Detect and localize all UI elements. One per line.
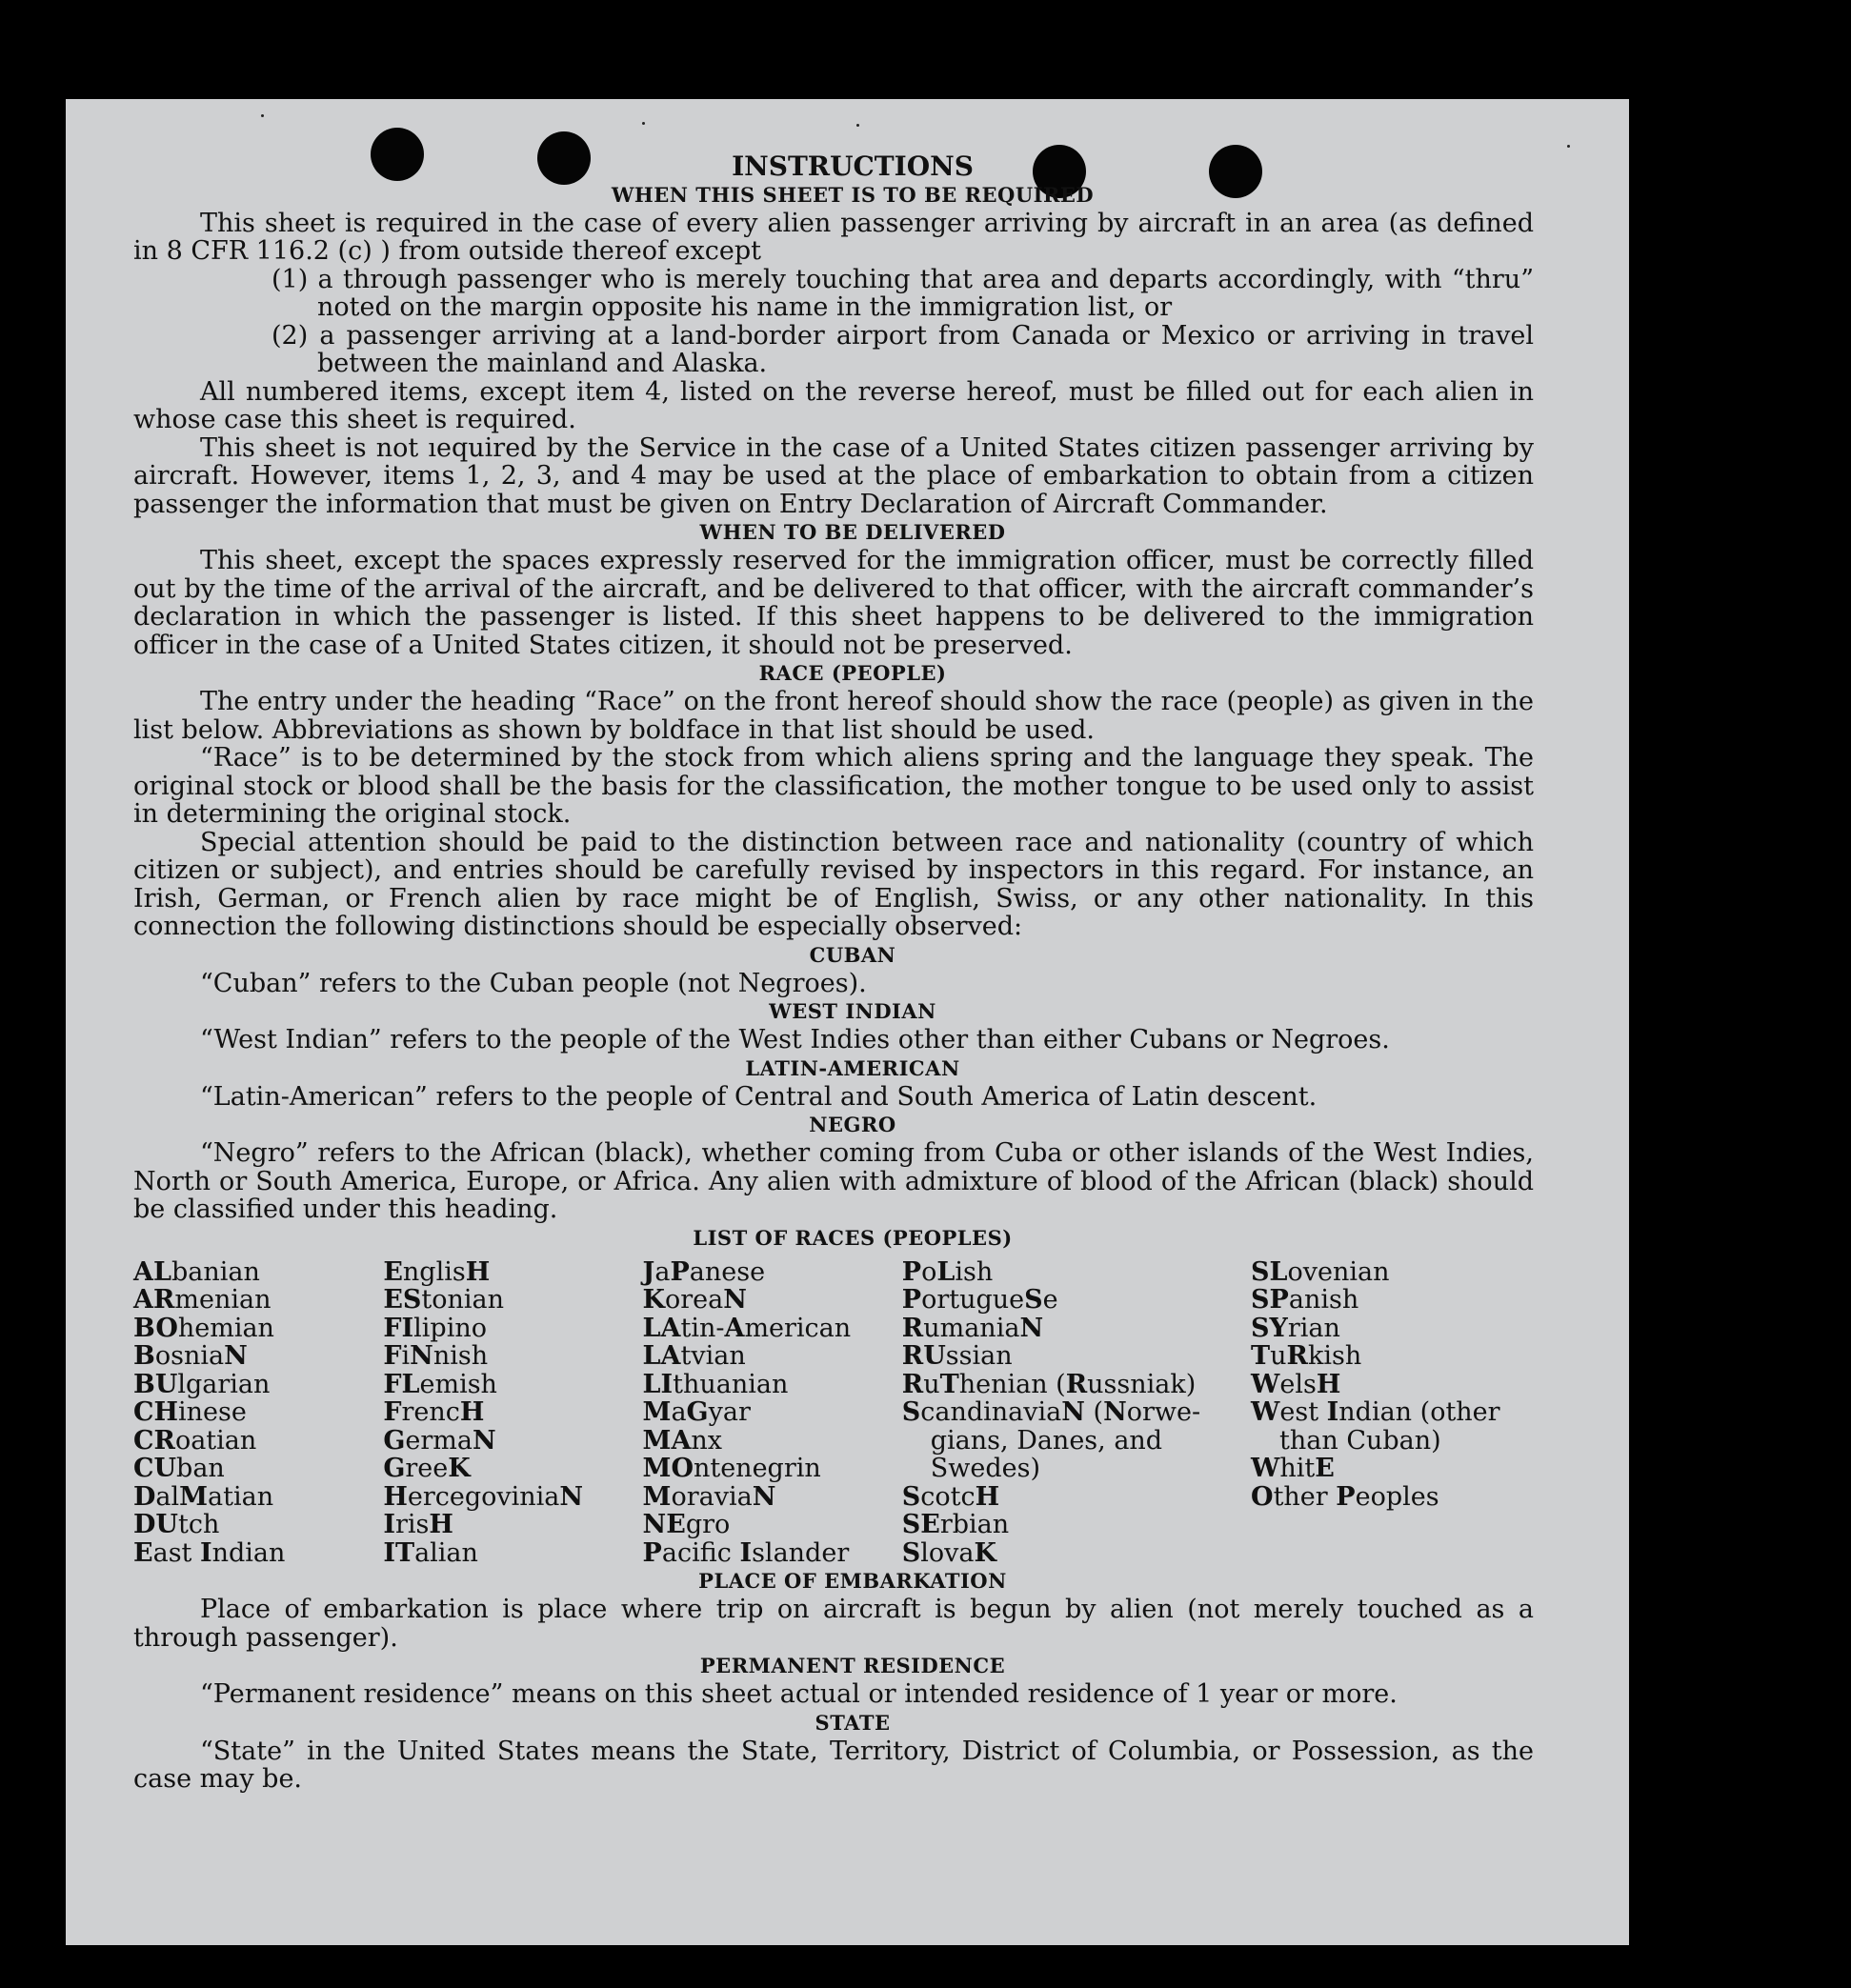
race-item: Other Peoples	[1251, 1481, 1439, 1512]
race-item: BOhemian	[133, 1313, 274, 1343]
race-item: Pacific Islander	[642, 1537, 850, 1568]
section-heading: CUBAN	[809, 942, 896, 967]
race-item: PoLish	[901, 1256, 994, 1287]
race-item: FrencH	[383, 1397, 485, 1427]
instructions-content	[133, 152, 1534, 1794]
race-item: CHinese	[133, 1397, 247, 1427]
section-heading: STATE	[815, 1710, 891, 1735]
section-heading: WEST INDIAN	[769, 999, 936, 1023]
race-item: FIlipino	[383, 1313, 487, 1343]
paragraph: “Race” is to be determined by the stock from which aliens spring and the language they speak. The original stock or blood shall be the basis for the classification, the mother tongue to be used only to assist in determining the original stock.	[133, 743, 1534, 829]
race-item: EStonian	[383, 1285, 505, 1315]
race-item: KoreaN	[642, 1285, 747, 1315]
race-item: SPanish	[1251, 1285, 1359, 1315]
paragraph: Place of embarkation is place where trip on aircraft is begun by alien (not merely touched as a through passenger).	[133, 1595, 1534, 1653]
list-item: (2) a passenger arriving at a land-border airport from Canada or Mexico or arriving in travel between the mainland and Alaska.	[272, 320, 1534, 378]
race-column	[643, 1258, 902, 1568]
race-item: ALbanian	[133, 1256, 260, 1287]
race-item: DalMatian	[133, 1481, 274, 1512]
race-item: LAtvian	[642, 1341, 746, 1371]
race-item: FiNnish	[383, 1341, 489, 1371]
race-item: EnglisH	[383, 1256, 491, 1287]
speck	[1567, 145, 1570, 148]
paragraph: “Negro” refers to the African (black), whether coming from Cuba or other islands of the West Indies, North or South America, Europe, or Africa. Any alien with admixture of blood of the African (black) should be classified under this heading.	[133, 1138, 1534, 1224]
race-item: SLovenian	[1251, 1256, 1390, 1287]
speck	[261, 114, 264, 117]
paragraph: “Permanent residence” means on this sheet actual or intended residence of 1 year or more.	[200, 1679, 1398, 1709]
race-item: RuThenian (Russniak)	[901, 1369, 1197, 1399]
race-item: BUlgarian	[133, 1369, 271, 1399]
race-item: IrisH	[383, 1510, 453, 1539]
race-item: JaPanese	[642, 1256, 766, 1287]
race-item: gians, Danes, and	[930, 1425, 1163, 1456]
race-item: MAnx	[642, 1425, 723, 1456]
race-item: MoraviaN	[642, 1481, 776, 1512]
race-column	[383, 1258, 642, 1568]
race-column	[902, 1258, 1251, 1568]
race-item: GreeK	[383, 1454, 471, 1483]
race-item: RumaniaN	[901, 1313, 1044, 1343]
race-item: DUtch	[133, 1510, 220, 1539]
race-item: MOntenegrin	[642, 1454, 821, 1483]
race-item: RUssian	[901, 1341, 1013, 1371]
race-item: CUban	[133, 1454, 225, 1483]
race-item: Swedes)	[930, 1454, 1041, 1483]
paragraph: The entry under the heading “Race” on the front hereof should show the race (people) as given in the list below. Abbreviations as shown by boldface in that list should be used.	[133, 687, 1534, 745]
section-heading: PERMANENT RESIDENCE	[699, 1654, 1006, 1677]
paragraph: Special attention should be paid to the distinction between race and nationality (country of which citizen or subject), and entries should be carefully revised by inspectors in this regard. For instance, an Irish, German, or French alien by race might be of English, Swiss, or any other nationality. In this connection the following distinctions should be especially observed:	[133, 827, 1534, 941]
race-item: SlovaK	[901, 1537, 996, 1568]
paragraph: “Cuban” refers to the Cuban people (not Negroes).	[200, 968, 867, 998]
race-item: LAtin-American	[642, 1313, 852, 1343]
section-heading: PLACE OF EMBARKATION	[698, 1569, 1007, 1593]
race-item: than Cuban)	[1279, 1425, 1441, 1456]
race-column	[133, 1258, 383, 1568]
paragraph: All numbered items, except item 4, listed on the reverse hereof, must be filled out for each alien in whose case this sheet is required.	[133, 376, 1534, 434]
speck	[642, 122, 645, 125]
race-item: West Indian (other	[1251, 1397, 1500, 1427]
race-item: SErbian	[901, 1510, 1010, 1539]
section-heading: NEGRO	[809, 1113, 896, 1136]
race-item: TuRkish	[1251, 1341, 1362, 1371]
race-column	[1251, 1258, 1534, 1568]
race-item: PortugueSe	[901, 1285, 1058, 1315]
race-item: FLemish	[383, 1369, 497, 1399]
list-item: (1) a through passenger who is merely touching that area and departs accordingly, with “thru” noted on the margin opposite his name in the immigration list, or	[272, 264, 1534, 322]
section-heading: LIST OF RACES (PEOPLES)	[693, 1225, 1013, 1250]
race-item: WhitE	[1251, 1454, 1335, 1483]
race-item: GermaN	[383, 1425, 496, 1456]
race-item: NEgro	[642, 1510, 731, 1539]
section-heading: WHEN THIS SHEET IS TO BE REQUIRED	[611, 182, 1095, 207]
paragraph: “West Indian” refers to the people of the West Indies other than either Cubans or Negroes.	[200, 1025, 1390, 1054]
section-heading: LATIN-AMERICAN	[745, 1055, 960, 1080]
paragraph: This sheet is required in the case of every alien passenger arriving by aircraft in an area (as defined in 8 CFR 116.2 (c) ) from outside thereof except	[133, 208, 1534, 266]
race-item: ScotcH	[901, 1481, 1000, 1512]
speck	[856, 124, 859, 127]
paragraph: This sheet is not ıequired by the Service in the case of a United States citizen passenger arriving by aircraft. However, items 1, 2, 3, and 4 may be used at the place of embarkation to obtain from a citizen passenger the information that must be given on Entry Declaration of Aircraft Commander.	[133, 432, 1534, 519]
race-item: ITalian	[383, 1537, 478, 1568]
race-item: BosniaN	[133, 1341, 248, 1371]
paragraph: “State” in the United States means the State, Territory, District of Columbia, or Possession, as the case may be.	[133, 1736, 1534, 1794]
race-item: ARmenian	[133, 1285, 272, 1315]
section-heading: WHEN TO BE DELIVERED	[699, 520, 1006, 544]
race-item: WelsH	[1251, 1369, 1341, 1399]
race-item: LIthuanian	[642, 1369, 789, 1399]
section-heading: RACE (PEOPLE)	[758, 661, 947, 685]
race-item: ScandinaviaN (Norwe-	[901, 1397, 1201, 1427]
page-title: INSTRUCTIONS	[732, 151, 974, 182]
race-item: CRoatian	[133, 1425, 257, 1456]
race-item: SYrian	[1251, 1313, 1340, 1343]
race-item: HercegoviniaN	[383, 1481, 584, 1512]
races-list	[133, 1258, 1534, 1568]
paragraph: This sheet, except the spaces expressly reserved for the immigration officer, must be correctly filled out by the time of the arrival of the aircraft, and be delivered to that officer, with the aircraft commander’s declaration in which the passenger is listed. If this sheet happens to be delivered to the immigration officer in the case of a United States citizen, it should not be preserved.	[133, 546, 1534, 660]
race-item: East Indian	[133, 1537, 286, 1568]
race-item: MaGyar	[642, 1397, 751, 1427]
paragraph: “Latin-American” refers to the people of Central and South America of Latin descent.	[200, 1081, 1318, 1112]
